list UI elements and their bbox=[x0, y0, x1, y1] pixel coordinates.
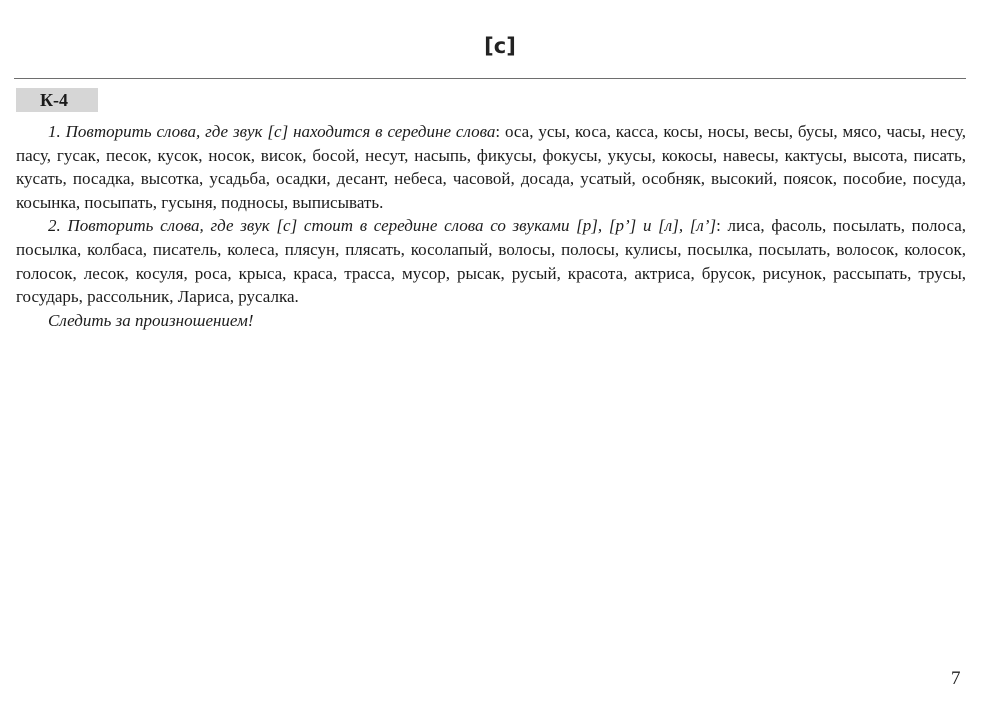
task-2-instruction: 2. Повторить слова, где звук [с] стоит в середине слова со звуками [р], [р’] и [л], [л’] bbox=[48, 216, 717, 236]
task-1-instruction: 1. Повторить слова, где звук [с] находится в середине слова bbox=[48, 122, 496, 141]
page-number: 7 bbox=[951, 668, 961, 689]
pronunciation-note: Следить за произношением! bbox=[48, 310, 254, 330]
task-2 bbox=[16, 214, 966, 308]
header-divider bbox=[14, 78, 966, 79]
exercise-content bbox=[16, 120, 966, 332]
page-title: [с] bbox=[484, 34, 516, 58]
task-1 bbox=[16, 120, 966, 214]
task-1-words: : оса, усы, коса, касса, косы, носы, весы, бусы, мясо, часы, несу, пасу, гусак, песок, кусок, носок, висок, босой, несут, насыпь, фикусы, фокусы, укусы, кокосы, навесы, кактусы, высота, писать, кусать, посадка, высотка, усадьба, осадки, десант, небеса, часовой, досада, усатый, особняк, высокий, поясок, пособие, посуда, косынка, посыпать, гусыня, подносы, выписывать. bbox=[16, 122, 966, 212]
task-2-words: : лиса, фасоль, посылать, полоса, посылка, колбаса, писатель, колеса, плясун, плясать, косолапый, волосы, полосы, кулисы, посылка, посылать, волосок, колосок, голосок, лесок, косуля, роса, крыса, краса, трасса, мусор, рысак, русый, красота, актриса, брусок, рисунок, рассыпать, трусы, государь, рассольник, Лариса, русалка. bbox=[16, 216, 966, 307]
card-label: К-4 bbox=[16, 88, 98, 112]
